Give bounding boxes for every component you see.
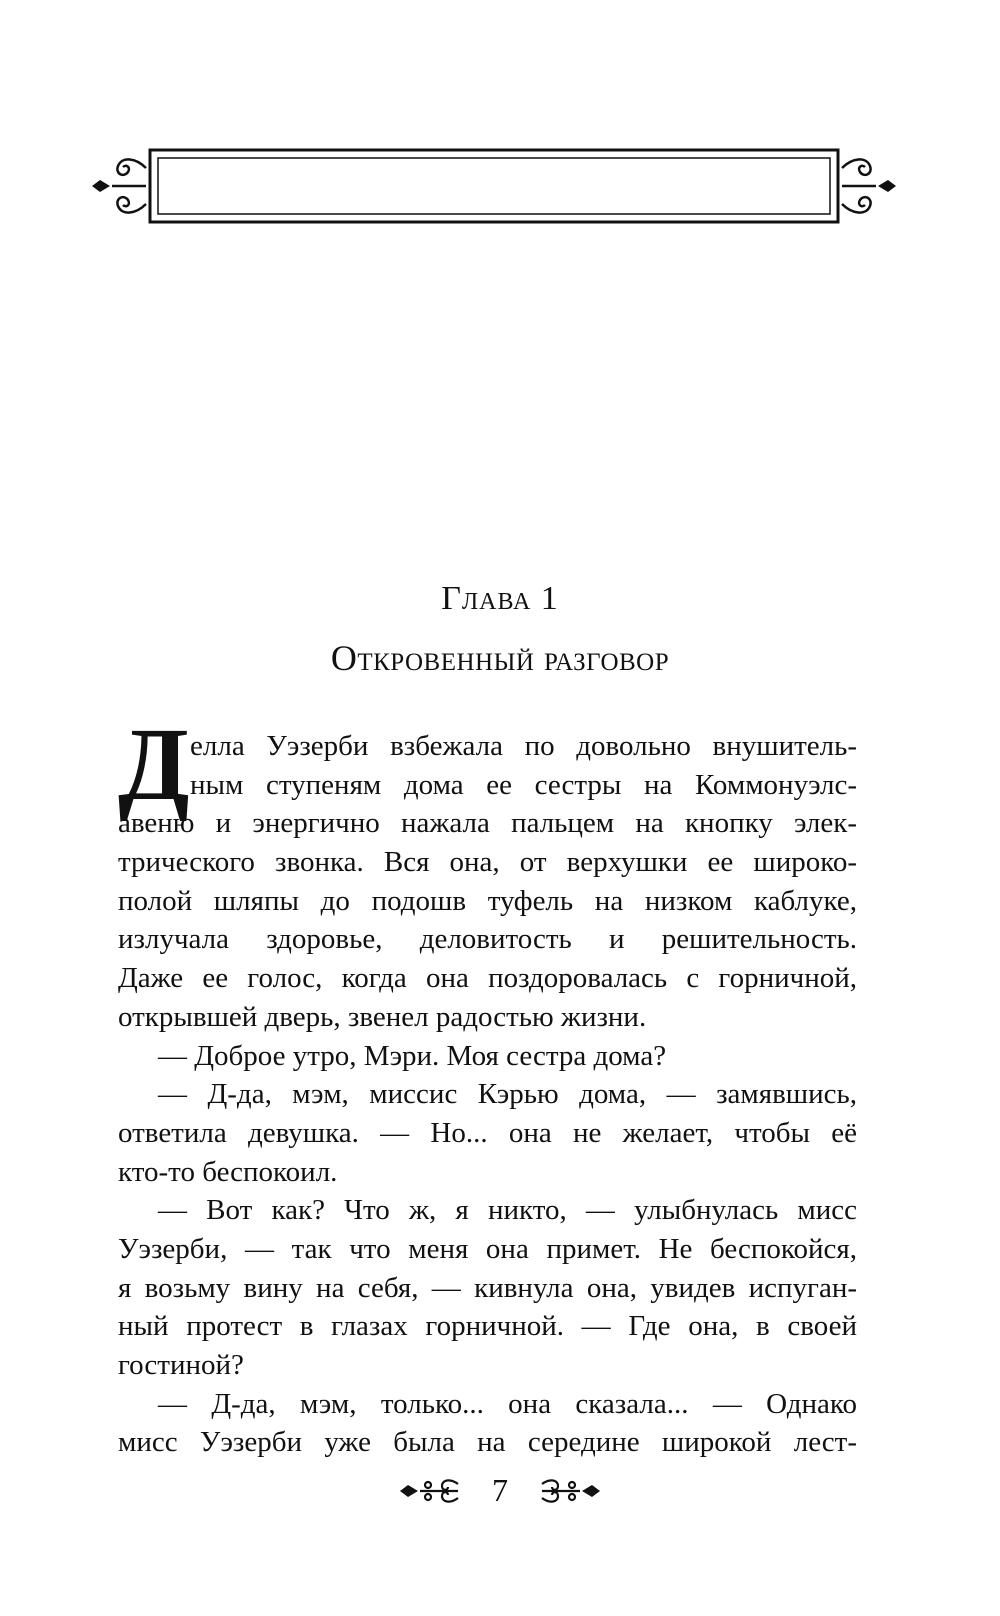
page-number: 7 [492,1472,508,1508]
chapter-label: Глава 1 [441,580,559,617]
text-line: ный протест в глазах горничной. — Где она, в своей [118,1310,857,1343]
footer-left-ornament-icon [398,1474,460,1508]
text-line: открывшей дверь, звенел радостью жизни. [118,1000,647,1033]
text-line: трического звонка. Вся она, от верхушки ее широко- [118,846,857,879]
text-line: — Д-да, мэм, миссис Кэрью дома, — замявшись, [158,1078,857,1111]
chapter-header-ornament [88,140,900,232]
chapter-title: Откровенный разговор [330,638,670,678]
text-line: я возьму вину на себя, — кивнула она, увидев испуган- [118,1271,857,1304]
text-line: — Д-да, мэм, только... она сказала... — Однако [158,1387,857,1420]
right-flourish-icon [842,159,876,212]
left-flourish-icon [112,159,146,212]
text-line: ответила девушка. — Но... она не желает, чтобы её [118,1116,857,1149]
text-line: излучала здоровье, деловитость и решительность. [118,923,857,956]
text-line: мисс Уэзерби уже была на середине широкой лест- [118,1426,857,1459]
drop-cap-letter: Д [118,707,190,822]
text-line: авеню и энергично нажала пальцем на кнопку элек- [118,807,857,840]
footer-right-ornament-icon [540,1474,602,1508]
text-line: Даже ее голос, когда она поздоровалась с горничной, [118,962,857,995]
text-line: гостиной? [118,1349,244,1381]
text-line: — Вот как? Что ж, я никто, — улыбнулась мисс [158,1194,857,1227]
body-text [118,727,857,1462]
text-line: — Доброе утро, Мэри. Моя сестра дома? [158,1039,667,1072]
text-line: елла Уэзерби взбежала по довольно внушитель- [190,730,857,762]
text-line: кто-то беспокоил. [118,1155,338,1188]
text-line: ным ступеням дома ее сестры на Коммонуэлс- [190,768,857,801]
text-line: полой шляпы до подошв туфель на низком каблуке, [118,884,857,917]
text-line: Уэзерби, — так что меня она примет. Не беспокойся, [118,1232,857,1265]
